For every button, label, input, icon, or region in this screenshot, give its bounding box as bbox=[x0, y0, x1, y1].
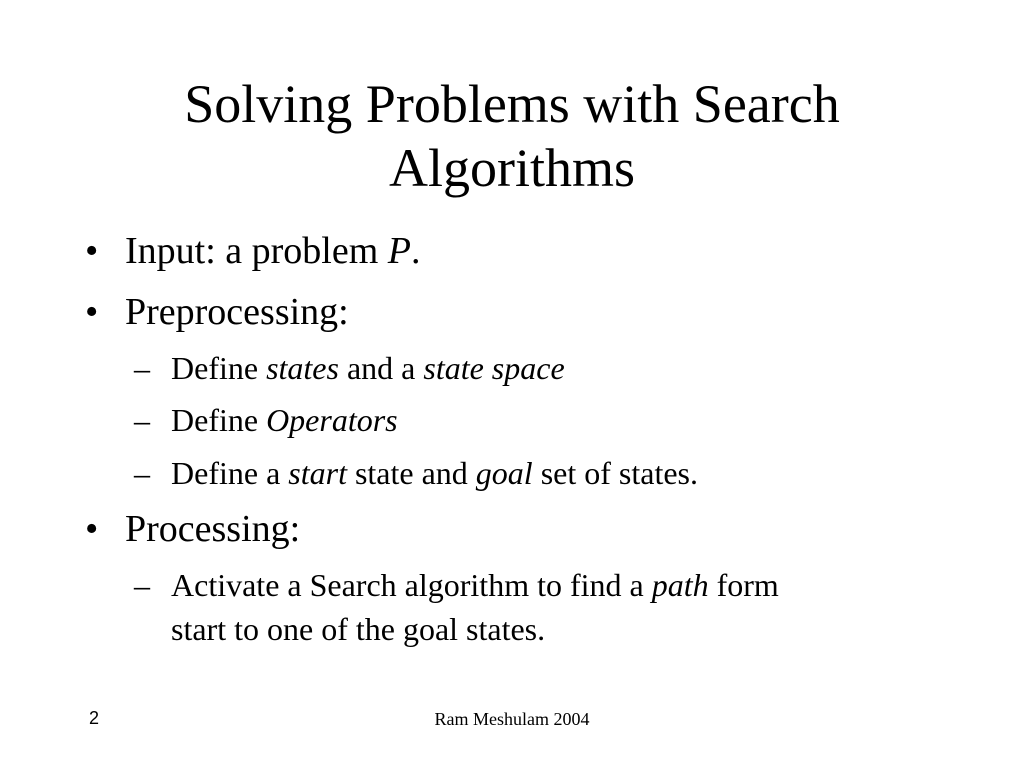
page-number: 2 bbox=[89, 708, 100, 728]
bullet-glyph: • bbox=[85, 508, 99, 550]
subitem-search-c: form bbox=[708, 567, 779, 603]
subitem-operators-b: Operators bbox=[266, 402, 398, 438]
subitem-operators-text bbox=[171, 397, 398, 443]
bullet-glyph: • bbox=[85, 291, 99, 333]
bullet-input-text bbox=[125, 229, 421, 273]
subitem-search-text bbox=[171, 562, 779, 608]
slide-title-line1: Solving Problems with Search bbox=[184, 74, 840, 134]
bullet-input-suffix: . bbox=[411, 230, 421, 272]
bullet-preprocessing-text: Preprocessing: bbox=[125, 291, 349, 333]
subitem-operators-a: Define bbox=[171, 402, 267, 438]
dash-glyph: – bbox=[134, 350, 150, 386]
subitem-start-goal-d: goal bbox=[475, 455, 533, 491]
subitem-search-a: Activate a Search algorithm to find a bbox=[171, 567, 652, 603]
subitem-states-a: Define bbox=[171, 350, 267, 386]
footer-author: Ram Meshulam 2004 bbox=[434, 709, 590, 729]
dash-glyph: – bbox=[134, 455, 150, 491]
dash-glyph: – bbox=[134, 567, 150, 603]
subitem-search-line2-text: start to one of the goal states. bbox=[171, 611, 546, 647]
subitem-start-goal-e: set of states. bbox=[532, 455, 698, 491]
subitem-start-goal-text bbox=[171, 450, 698, 496]
subitem-start-goal-a: Define a bbox=[171, 455, 289, 491]
subitem-start-goal-c: state and bbox=[346, 455, 476, 491]
subitem-search-b: path bbox=[651, 567, 709, 603]
bullet-processing-text: Processing: bbox=[125, 508, 301, 550]
dash-glyph: – bbox=[134, 402, 150, 438]
subitem-states-d: state space bbox=[423, 350, 565, 386]
subitem-states-c: and a bbox=[338, 350, 424, 386]
subitem-states-text bbox=[171, 345, 565, 391]
bullet-input-prefix: Input: a problem bbox=[125, 230, 388, 272]
slide-title-line2: Algorithms bbox=[388, 138, 635, 198]
subitem-start-goal-b: start bbox=[288, 455, 347, 491]
bullet-glyph: • bbox=[85, 230, 99, 272]
bullet-input-italic: P bbox=[387, 230, 411, 272]
subitem-states-b: states bbox=[266, 350, 339, 386]
